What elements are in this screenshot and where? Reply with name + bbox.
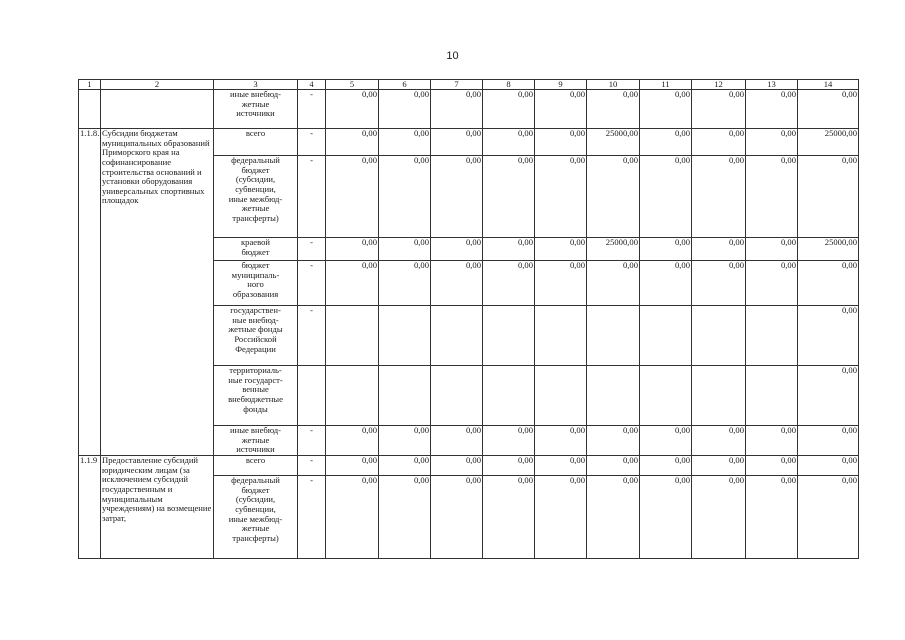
value-cell: 0,00	[431, 90, 483, 129]
value-cell	[483, 306, 535, 366]
value-cell: 0,00	[379, 456, 431, 476]
col-header: 1	[79, 80, 101, 90]
funding-source: государствен- ные внебюд- жетные фонды Российской Федерации	[214, 306, 298, 366]
indicator-cell	[298, 366, 326, 426]
value-cell: 0,00	[431, 129, 483, 156]
value-cell	[379, 366, 431, 426]
value-cell: 0,00	[746, 476, 798, 559]
col-header: 10	[587, 80, 640, 90]
col-header: 13	[746, 80, 798, 90]
value-cell: 0,00	[431, 426, 483, 456]
value-cell: 0,00	[640, 129, 692, 156]
value-cell: 0,00	[587, 156, 640, 238]
value-cell: 0,00	[535, 456, 587, 476]
value-cell: 25000,00	[798, 129, 859, 156]
value-cell: 0,00	[746, 456, 798, 476]
value-cell: 0,00	[483, 90, 535, 129]
indicator-cell: -	[298, 476, 326, 559]
value-cell: 0,00	[379, 129, 431, 156]
value-cell: 0,00	[798, 90, 859, 129]
value-cell: 0,00	[746, 156, 798, 238]
value-cell	[535, 306, 587, 366]
value-cell: 0,00	[587, 261, 640, 306]
value-cell	[431, 366, 483, 426]
value-cell	[431, 306, 483, 366]
value-cell: 0,00	[431, 156, 483, 238]
table-row	[79, 90, 859, 129]
funding-source: бюджет муниципаль- ного образования	[214, 261, 298, 306]
value-cell: 0,00	[326, 90, 379, 129]
value-cell: 0,00	[746, 261, 798, 306]
value-cell: 0,00	[379, 476, 431, 559]
col-header: 4	[298, 80, 326, 90]
value-cell: 0,00	[535, 90, 587, 129]
value-cell: 0,00	[483, 129, 535, 156]
value-cell: 0,00	[326, 238, 379, 261]
page-number: 10	[446, 50, 459, 62]
col-header: 14	[798, 80, 859, 90]
value-cell: 0,00	[379, 426, 431, 456]
value-cell: 0,00	[746, 238, 798, 261]
funding-source: иные внебюд- жетные источники	[214, 426, 298, 456]
value-cell: 0,00	[640, 261, 692, 306]
indicator-cell: -	[298, 456, 326, 476]
value-cell: 0,00	[587, 476, 640, 559]
value-cell: 0,00	[483, 426, 535, 456]
col-header: 12	[692, 80, 746, 90]
funding-source: федеральный бюджет (субсидии, субвенции, иные межбюд- жетные трансферты)	[214, 156, 298, 238]
col-header: 6	[379, 80, 431, 90]
value-cell	[692, 306, 746, 366]
value-cell: 0,00	[483, 238, 535, 261]
value-cell: 0,00	[326, 476, 379, 559]
value-cell: 0,00	[692, 90, 746, 129]
value-cell: 0,00	[587, 90, 640, 129]
col-header: 5	[326, 80, 379, 90]
value-cell	[692, 366, 746, 426]
value-cell: 0,00	[692, 129, 746, 156]
value-cell: 0,00	[640, 456, 692, 476]
value-cell: 0,00	[379, 238, 431, 261]
value-cell: 0,00	[692, 456, 746, 476]
funding-source: территориаль- ные государст- венные внебюджетные фонды	[214, 366, 298, 426]
col-header: 7	[431, 80, 483, 90]
col-header: 11	[640, 80, 692, 90]
value-cell: 0,00	[326, 261, 379, 306]
funding-source: всего	[214, 456, 298, 476]
row-name: Предоставление субсидий юридическим лицам (за исключением субсидий государственным и муниципальным учреждениям) на возмещение затрат,	[101, 456, 214, 559]
funding-source: краевой бюджет	[214, 238, 298, 261]
value-cell: 0,00	[379, 156, 431, 238]
value-cell: 0,00	[692, 238, 746, 261]
value-cell: 0,00	[431, 476, 483, 559]
indicator-cell: -	[298, 129, 326, 156]
value-cell: 0,00	[326, 129, 379, 156]
row-code: 1.1.8.	[79, 129, 101, 456]
value-cell	[587, 306, 640, 366]
funding-source: иные внебюд- жетные источники	[214, 90, 298, 129]
value-cell: 0,00	[692, 261, 746, 306]
row-code	[79, 90, 101, 129]
value-cell	[746, 366, 798, 426]
value-cell	[326, 306, 379, 366]
value-cell: 0,00	[483, 261, 535, 306]
indicator-cell: -	[298, 426, 326, 456]
value-cell: 0,00	[379, 90, 431, 129]
value-cell: 0,00	[692, 156, 746, 238]
indicator-cell: -	[298, 90, 326, 129]
value-cell	[326, 366, 379, 426]
value-cell: 0,00	[379, 261, 431, 306]
value-cell: 0,00	[798, 456, 859, 476]
value-cell: 25000,00	[798, 238, 859, 261]
value-cell: 0,00	[798, 156, 859, 238]
value-cell: 0,00	[798, 426, 859, 456]
value-cell: 0,00	[640, 426, 692, 456]
value-cell: 0,00	[431, 456, 483, 476]
value-cell: 0,00	[535, 261, 587, 306]
value-cell: 0,00	[483, 456, 535, 476]
row-name	[101, 90, 214, 129]
value-cell	[535, 366, 587, 426]
value-cell: 0,00	[798, 261, 859, 306]
value-cell: 0,00	[326, 456, 379, 476]
value-cell	[483, 366, 535, 426]
value-cell: 0,00	[535, 156, 587, 238]
value-cell: 25000,00	[587, 238, 640, 261]
value-cell	[379, 306, 431, 366]
table-row	[79, 456, 859, 476]
value-cell	[640, 366, 692, 426]
value-cell: 0,00	[535, 476, 587, 559]
value-cell: 0,00	[746, 129, 798, 156]
value-cell	[587, 366, 640, 426]
col-header: 8	[483, 80, 535, 90]
value-cell: 25000,00	[587, 129, 640, 156]
value-cell: 0,00	[483, 476, 535, 559]
value-cell: 0,00	[640, 90, 692, 129]
value-cell: 0,00	[692, 426, 746, 456]
indicator-cell: -	[298, 306, 326, 366]
value-cell: 0,00	[431, 238, 483, 261]
row-code: 1.1.9	[79, 456, 101, 559]
value-cell: 0,00	[535, 426, 587, 456]
value-cell: 0,00	[798, 306, 859, 366]
value-cell: 0,00	[746, 426, 798, 456]
col-header: 9	[535, 80, 587, 90]
row-name: Субсидии бюджетам муниципальных образований Приморского края на софинансирование строительства оснований и установки оборудования универсальных спортивных площадок	[101, 129, 214, 456]
col-header: 3	[214, 80, 298, 90]
indicator-cell: -	[298, 156, 326, 238]
value-cell: 0,00	[692, 476, 746, 559]
value-cell	[746, 306, 798, 366]
value-cell: 0,00	[535, 238, 587, 261]
value-cell	[640, 306, 692, 366]
value-cell: 0,00	[640, 238, 692, 261]
value-cell: 0,00	[326, 156, 379, 238]
value-cell: 0,00	[640, 156, 692, 238]
value-cell: 0,00	[587, 456, 640, 476]
header-row	[79, 80, 859, 90]
budget-table	[78, 79, 859, 559]
funding-source: федеральный бюджет (субсидии, субвенции, иные межбюд- жетные трансферты)	[214, 476, 298, 559]
value-cell: 0,00	[483, 156, 535, 238]
value-cell: 0,00	[798, 366, 859, 426]
col-header: 2	[101, 80, 214, 90]
indicator-cell: -	[298, 238, 326, 261]
value-cell: 0,00	[746, 90, 798, 129]
value-cell: 0,00	[640, 476, 692, 559]
funding-source: всего	[214, 129, 298, 156]
value-cell: 0,00	[587, 426, 640, 456]
value-cell: 0,00	[431, 261, 483, 306]
table-row	[79, 129, 859, 156]
value-cell: 0,00	[798, 476, 859, 559]
value-cell: 0,00	[535, 129, 587, 156]
indicator-cell: -	[298, 261, 326, 306]
value-cell: 0,00	[326, 426, 379, 456]
